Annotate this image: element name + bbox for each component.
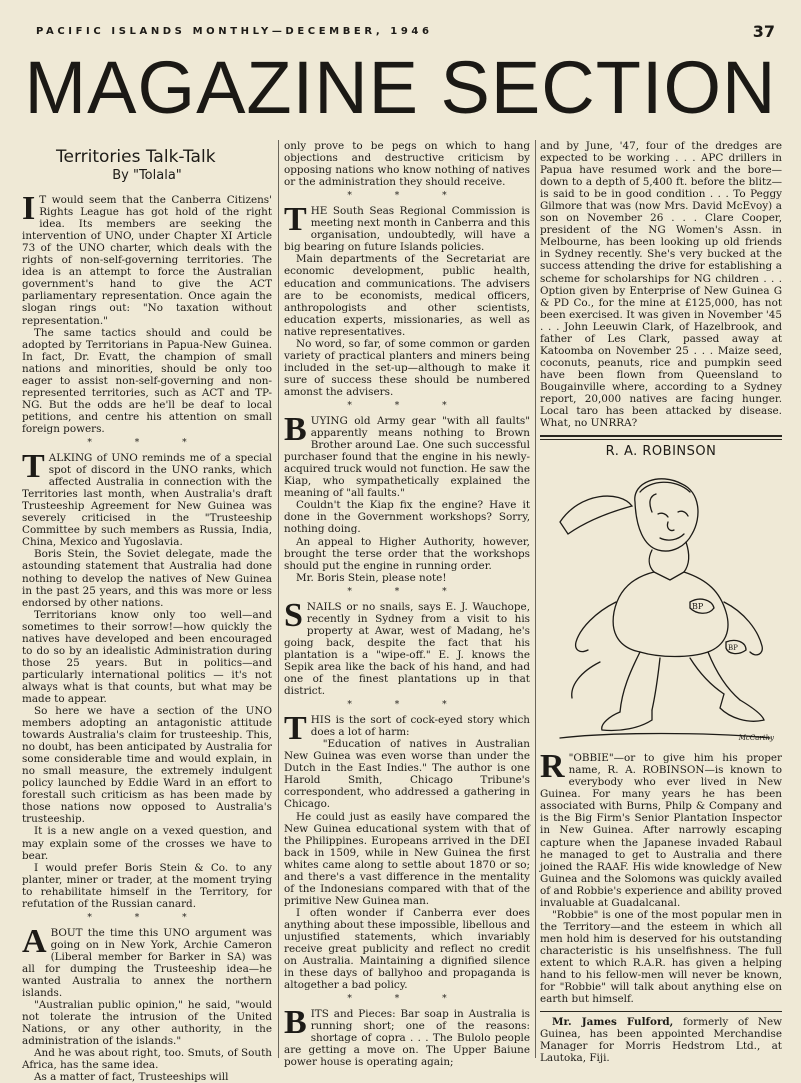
body-paragraph: The same tactics should and could be adopted by Territorians in Papua-New Guinea. In fact, Dr. Evatt, the champion of small nations and minorities, should be only too eager to assist non-self-governing and non-represented territories, such as ACT and TP-NG. But the odds are he'll be deaf to local petitions, and centre his attention on small foreign powers.	[22, 326, 272, 435]
note-name: Mr. James Fulford,	[552, 1016, 674, 1029]
body-paragraph: Main departments of the Secretariat are economic development, public health, education and communications. The advisers are to be economists, medical officers, anthropologists and other scientists, education experts, missionaries, as well as native representatives.	[284, 253, 530, 338]
dropcap: A	[22, 922, 47, 960]
lead-paragraph	[22, 448, 272, 549]
body-paragraph: And he was about right, too. Smuts, of South Africa, has the same idea.	[22, 1047, 272, 1072]
dropcap: S	[284, 596, 303, 634]
profile-quote-mark: "	[568, 752, 574, 765]
column-2	[284, 140, 530, 1069]
profile-rule	[540, 435, 782, 440]
caricature-illustration	[540, 462, 782, 752]
body-paragraph: It is a new angle on a vexed question, and may explain some of the crosses we have to bear.	[22, 825, 272, 862]
profile-paragraph-1	[540, 748, 782, 909]
lead-text: UYING old Army gear "with all faults" apparently means nothing to Brown Brother around Lae. One such successful purchaser found that the engine in his newly-acquired truck would not function. He saw the Kiap, who sympathetically explained the meaning of "all faults."	[284, 415, 530, 500]
note-rule	[540, 1011, 782, 1012]
lead-paragraph	[284, 201, 530, 254]
profile-lead-text: OBBIE"—or to give him his proper name, R. A. ROBINSON—is known to everybody who ever lived in New Guinea. For many years he has been associated with Burns, Philp & Company and is the Big Firm's Senior Plantation Inspector in New Guinea. After narrowly escaping capture when the Japanese invaded Rabaul he managed to get to Australia and there joined the RAAF. His wide knowledge of New Guinea and the Solomons was quickly availed of and Robbie's experience and ability proved invaluable at Guadalcanal.	[540, 752, 782, 909]
body-paragraph: He could just as easily have compared the New Guinea educational system with that of the Philippines. Europeans arrived in the DEI back in 1509, while in New Guinea the first whites came along to settle about 1870 or so; and there's a vast difference in the mentality of the Indonesians compared with that of the primitive New Guinea man.	[284, 810, 530, 907]
body-paragraph: I often wonder if Canberra ever does anything about these impossible, libellous and unjustified statements, which invariably receive great publicity and reflect no credit on Australia. Maintaining a dignified silence in these days of ballyhoo and propaganda is altogether a bad policy.	[284, 906, 530, 992]
body-paragraph: "Australian public opinion," he said, "would not tolerate the intrusion of the United Nations, or any other authority, in the administration of the islands."	[22, 999, 272, 1048]
profile-heading: R. A. ROBINSON	[605, 444, 717, 460]
section-separator: * * *	[87, 437, 207, 448]
svg-text:BP: BP	[728, 644, 738, 653]
lead-text: ALKING of UNO reminds me of a special spot of discord in the UNO ranks, which affected Australia in connection with the Territories last month, when Australia's draft Trusteeship Agreement for New Guinea was severely criticised in the "Trusteeship Committee by such members as Russia, India, China, Mexico and Yugoslavia.	[22, 452, 272, 549]
svg-text:BP: BP	[692, 602, 704, 612]
lead-text: HIS is the sort of cock-eyed story which does a lot of harm:	[310, 714, 530, 739]
running-head: PACIFIC ISLANDS MONTHLY—DECEMBER, 1946	[36, 26, 433, 37]
caricature-drawing	[540, 462, 782, 752]
lead-paragraph	[22, 190, 272, 327]
section-separator: * * *	[347, 700, 467, 711]
article-title: Territories Talk-Talk	[56, 147, 216, 167]
section-separator: * * *	[347, 994, 467, 1005]
appointment-note	[540, 1016, 782, 1064]
article-byline: By "Tolala"	[112, 168, 182, 183]
page-number: 37	[752, 22, 775, 41]
section-title: MAGAZINE SECTION	[24, 46, 777, 129]
column-1	[22, 140, 272, 1083]
body-paragraph: Territorians know only too well—and sometimes to their sorrow!—how quickly the natives have developed and been encouraged to do so by an idealistic Administration during those 25 years. But in politics—and particularly international politics — it's not always what is that counts, but what may be made to appear.	[22, 608, 272, 705]
artist-signature: McCarthy	[738, 734, 774, 743]
body-paragraph: So here we have a section of the UNO members adopting an antagonistic attitude towards Australia's claim for trusteeship. This, no doubt, has been anticipated by Australia for some considerable time and would explain, in no small measure, the extremely indulgent policy launched by Eddie Ward in an effort to forestall such criticism as has been made by those nations now opposed to Australia's trusteeship.	[22, 705, 272, 826]
column-3	[540, 140, 782, 1065]
body-paragraph: only prove to be pegs on which to hang objections and destructive criticism by opposing nations who know nothing of natives or the administration they should receive.	[284, 140, 530, 189]
dropcap: T	[284, 710, 307, 748]
lead-text: T would seem that the Canberra Citizens' Rights League has got hold of the right idea. Its members are seeking the intervention of UNO, under Chapter XI Article 73 of the UNO charter, which deals with the rights of non-self-governing territories. The idea is an attempt to force the Australian government's hand to give the ACT parliamentary representation. Once again the slogan rings out: "No taxation without representation."	[22, 194, 272, 327]
profile-dropcap: R	[540, 748, 565, 786]
lead-paragraph	[284, 1004, 530, 1069]
profile-paragraph-2: "Robbie" is one of the most popular men in the Territory—and the esteem in which all men hold him is deserved for his outstanding characteristic is his unselfishness. The full extent to which R.A.R. has given a helping hand to his fellow-men will never be known, for "Robbie" will talk about anything else on earth but himself.	[540, 908, 782, 1006]
column-3-body	[540, 140, 782, 429]
section-separator: * * *	[87, 912, 207, 923]
body-paragraph: Couldn't the Kiap fix the engine? Have it done in the Government workshops? Sorry, nothing doing.	[284, 499, 530, 536]
lead-text: HE South Seas Regional Commission is meeting next month in Canberra and this organisation, undoubtedly, will have a big bearing on future Islands policies.	[284, 205, 530, 254]
dropcap: B	[284, 411, 307, 449]
body-paragraph: "Education of natives in Australian New Guinea was even worse than under the Dutch in the East Indies." The author is one Harold Smith, Chicago Tribune's correspondent, who addressed a gathering in Chicago.	[284, 738, 530, 811]
lead-paragraph	[284, 710, 530, 748]
column-2-body	[284, 140, 530, 1069]
column-divider-1	[278, 140, 279, 1058]
dropcap: B	[284, 1004, 307, 1042]
lead-paragraph	[284, 596, 530, 698]
dropcap: I	[22, 190, 36, 228]
note-text: formerly of New Guinea, has been appointed Merchandise Manager for Morris Hedstrom Ltd., at Lautoka, Fiji.	[540, 1016, 782, 1065]
lead-paragraph	[284, 411, 530, 500]
section-separator: * * *	[347, 400, 467, 411]
body-paragraph: No word, so far, of some common or garden variety of practical planters and miners being included in the set-up—although to make it sure of success these should be numbered amonst the advisers.	[284, 337, 530, 398]
section-separator: * * *	[347, 191, 467, 202]
body-paragraph: and by June, '47, four of the dredges are expected to be working . . . APC drillers in Papua have resumed work and the bore—down to a depth of 5,400 ft. before the blitz—is said to be in good condition . . . To Peggy Gilmore that was (now Mrs. David McEvoy) a son on November 26 . . . Clare Cooper, president of the NG Women's Assn. in Melbourne, has been looking up old friends in Sydney recently. She's very bucked at the success attending the drive for establishing a scheme for scholarships for NG children . . . Option given by Enterprise of New Guinea G & PD Co., for the mine at £125,000, has not been exercised. It was given in November '45 . . . John Leeuwin Clark, of Hazelbrook, and father of Les Clark, passed away at Katoomba on November 25 . . . Maize seed, coconuts, peanuts, rice and pumpkin seed have been flown from Queensland to Bougainville where, according to a Sydney report, 20,000 natives are facing hunger. Local taro has been attacked by disease. What, no UNRRA?	[540, 140, 782, 430]
column-1-body	[22, 190, 272, 1083]
dropcap: T	[284, 201, 307, 239]
body-paragraph: I would prefer Boris Stein & Co. to any planter, miner or trader, at the moment trying to rehabilitate himself in the Territory, for refutation of the Russian canard.	[22, 861, 272, 910]
column-divider-2	[535, 140, 536, 1058]
section-separator: * * *	[347, 586, 467, 597]
lead-text: NAILS or no snails, says E. J. Wauchope, recently in Sydney from a visit to his property at Awar, west of Madang, he's going back, despite the fact that his plantation is a "wipe-off." E. J. knows the Sepik area like the back of his hand, and had one of the finest plantations up in that district.	[284, 600, 530, 698]
lead-text: BOUT the time this UNO argument was going on in New York, Archie Cameron (Liberal member for Barker in SA) was all for dumping the Trusteeship idea—he wanted Australia to annex the northern islands.	[22, 926, 272, 1000]
body-paragraph: As a matter of fact, Trusteeships will	[34, 1071, 229, 1083]
dropcap: T	[22, 448, 45, 486]
body-paragraph: Boris Stein, the Soviet delegate, made the astounding statement that Australia had done nothing to develop the natives of New Guinea in the past 25 years, and this was more or less endorsed by other nations.	[22, 548, 272, 609]
body-paragraph: An appeal to Higher Authority, however, brought the terse order that the workshops should put the engine in running order.	[284, 535, 530, 572]
body-paragraph: Mr. Boris Stein, please note!	[296, 571, 447, 584]
lead-paragraph	[22, 922, 272, 1000]
lead-text: ITS and Pieces: Bar soap in Australia is running short; one of the reasons: shortage of copra . . . The Bulolo people are getting a move on. The Upper Baiune power house is operating again;	[284, 1008, 530, 1069]
